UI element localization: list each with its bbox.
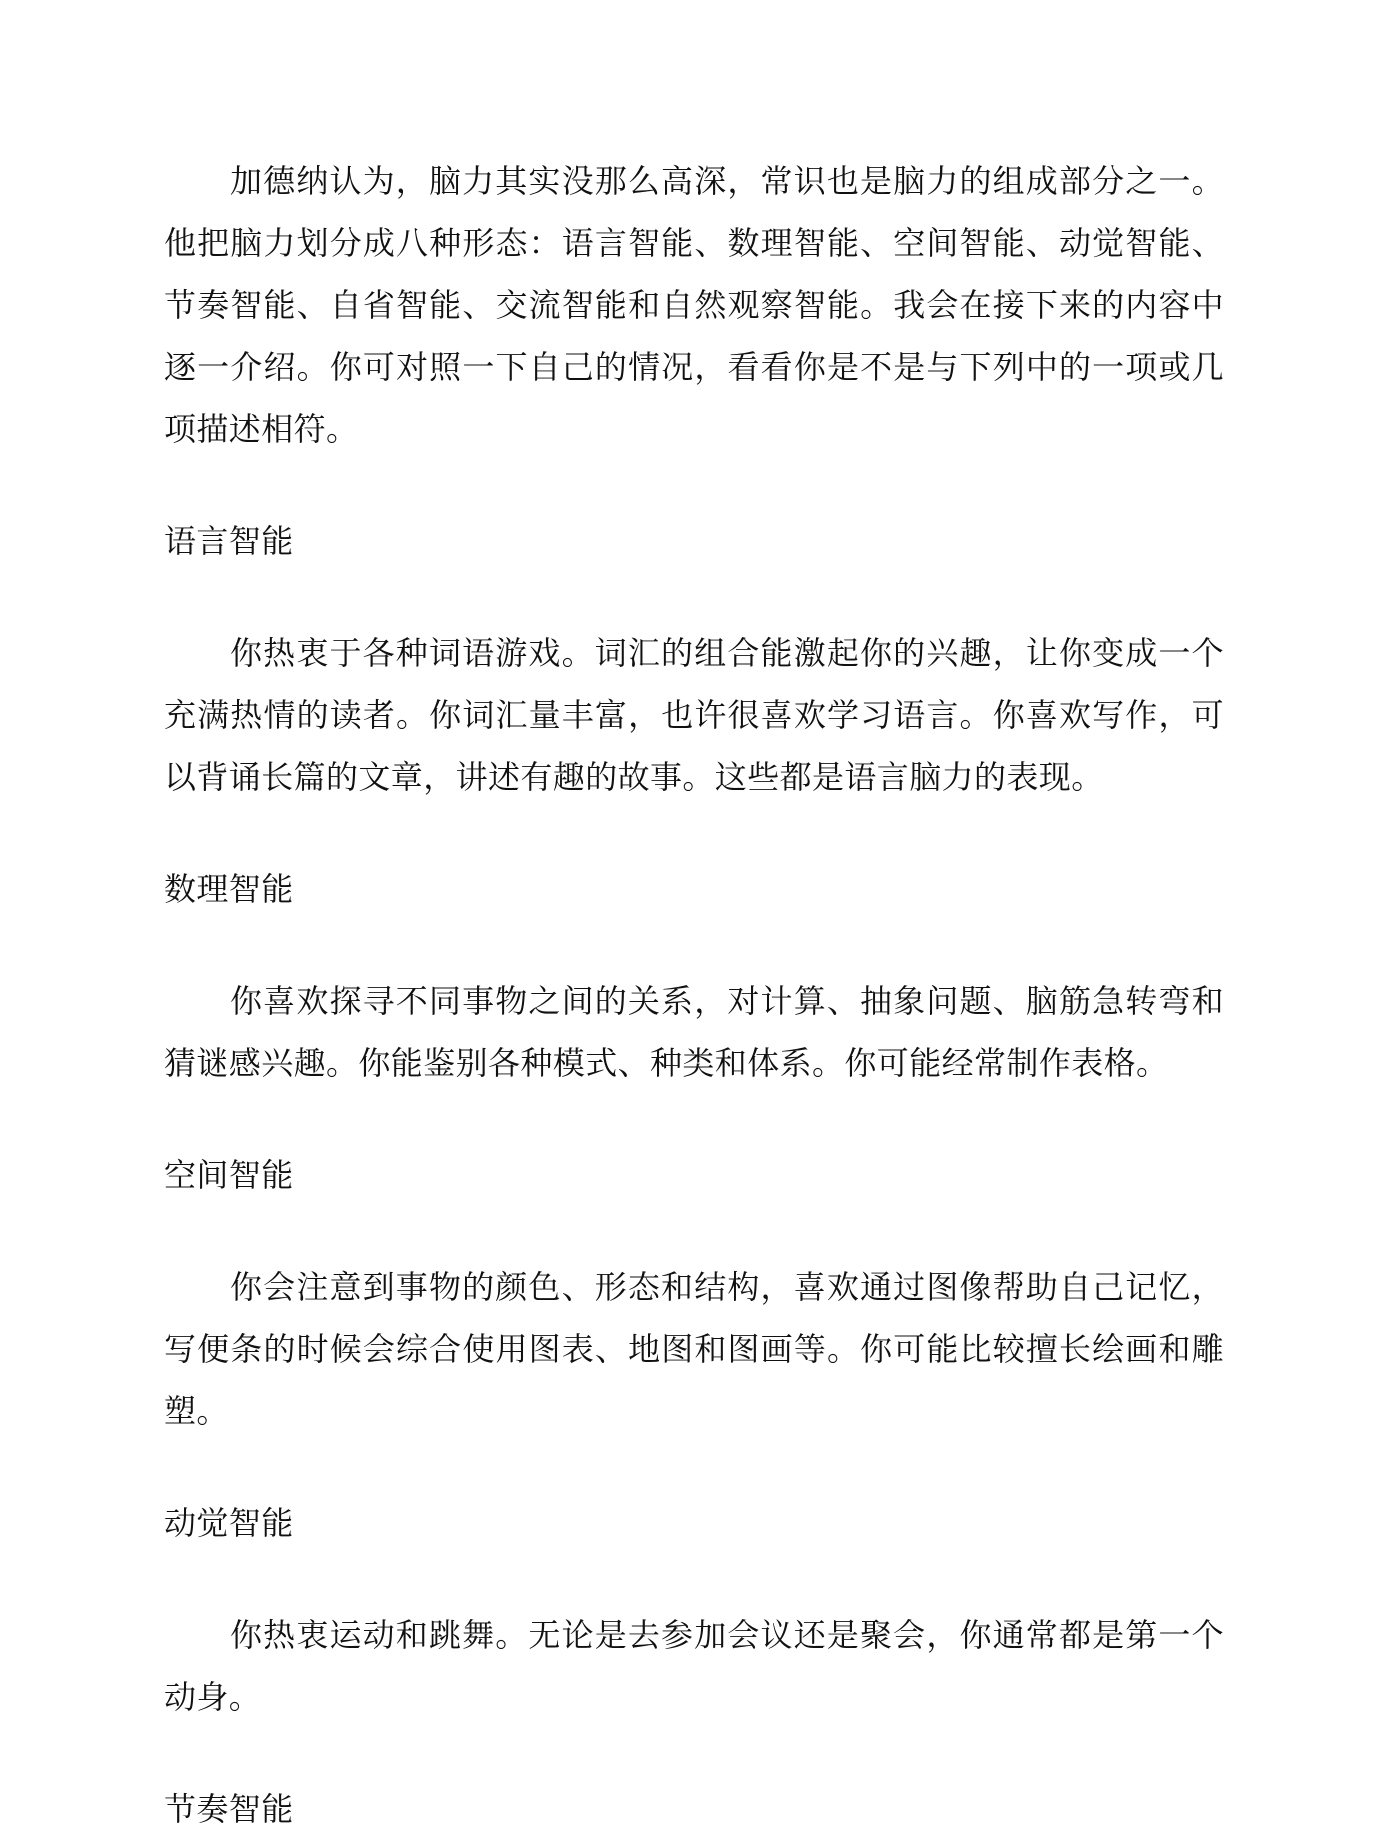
section-heading-kinesthetic: 动觉智能	[164, 1504, 294, 1542]
section-heading-rhythmic: 节奏智能	[164, 1790, 294, 1828]
spacer	[164, 572, 1224, 622]
section-heading-spatial: 空间智能	[164, 1156, 294, 1194]
intro-paragraph: 加德纳认为，脑力其实没那么高深，常识也是脑力的组成部分之一。他把脑力划分成八种形态：语言智能、数理智能、空间智能、动觉智能、节奏智能、自省智能、交流智能和自然观察智能。我会在接下来的内容中逐一介绍。你可对照一下自己的情况，看看你是不是与下列中的一项或几项描述相符。	[164, 162, 1224, 448]
section-heading-logical: 数理智能	[164, 870, 294, 908]
section-paragraph-linguistic: 你热衷于各种词语游戏。词汇的组合能激起你的兴趣，让你变成一个充满热情的读者。你词汇量丰富，也许很喜欢学习语言。你喜欢写作，可以背诵长篇的文章，讲述有趣的故事。这些都是语言脑力的表现。	[164, 634, 1224, 796]
spacer	[164, 1094, 1224, 1144]
spacer	[164, 1554, 1224, 1604]
document-body	[164, 150, 1224, 1840]
section-heading-linguistic: 语言智能	[164, 522, 294, 560]
spacer	[164, 920, 1224, 970]
spacer	[164, 808, 1224, 858]
spacer	[164, 460, 1224, 510]
section-paragraph-spatial: 你会注意到事物的颜色、形态和结构，喜欢通过图像帮助自己记忆，写便条的时候会综合使用图表、地图和图画等。你可能比较擅长绘画和雕塑。	[164, 1268, 1224, 1430]
spacer	[164, 1728, 1224, 1778]
section-paragraph-logical: 你喜欢探寻不同事物之间的关系，对计算、抽象问题、脑筋急转弯和猜谜感兴趣。你能鉴别各种模式、种类和体系。你可能经常制作表格。	[164, 982, 1224, 1082]
spacer	[164, 1442, 1224, 1492]
section-paragraph-kinesthetic: 你热衷运动和跳舞。无论是去参加会议还是聚会，你通常都是第一个动身。	[164, 1616, 1224, 1716]
spacer	[164, 1206, 1224, 1256]
